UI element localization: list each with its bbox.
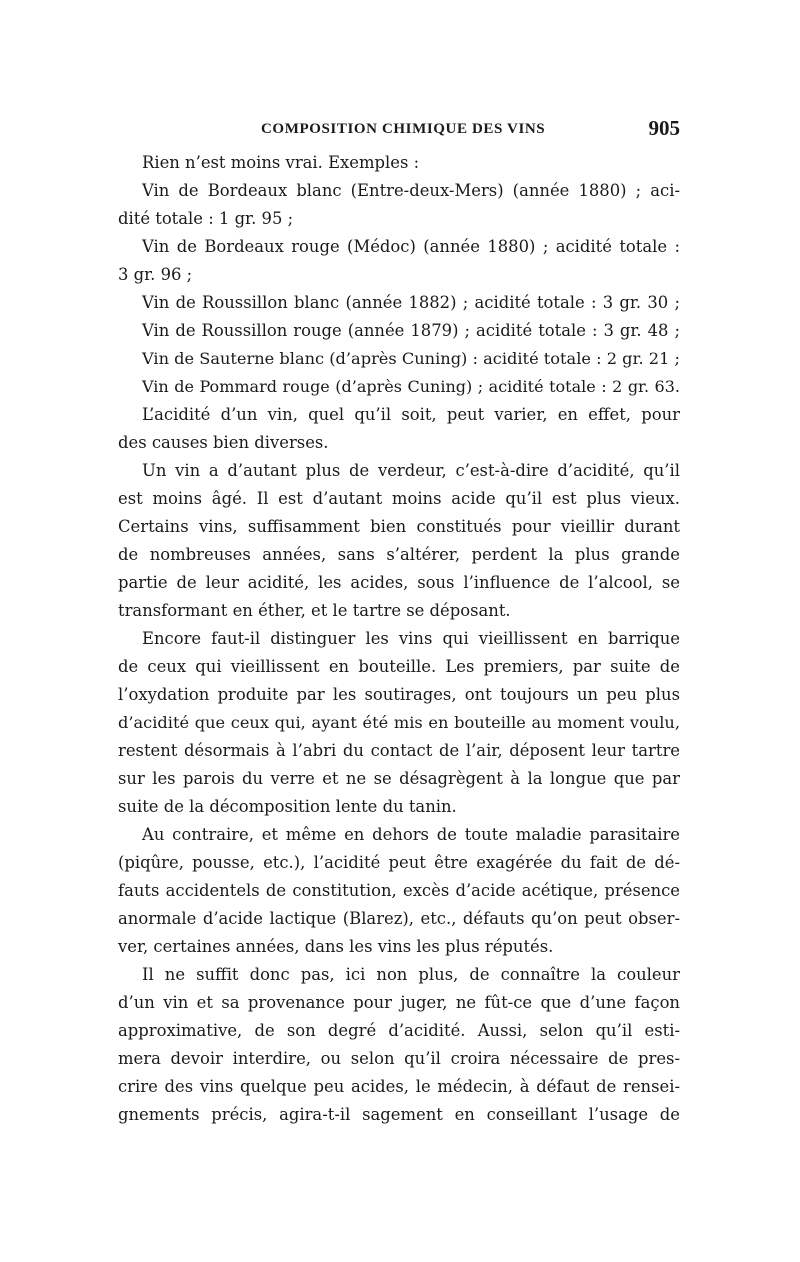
- text-line: 3 gr. 96 ;: [118, 265, 193, 284]
- text-line: Vin de Roussillon blanc (année 1882) ; acidité totale : 3 gr. 30 ;: [142, 293, 680, 312]
- text-line: de ceux qui vieillissent en bouteille. Les premiers, par suite de: [118, 657, 680, 676]
- text-line: Il ne suffit donc pas, ici non plus, de connaître la couleur: [142, 965, 680, 984]
- text-line: dité totale : 1 gr. 95 ;: [118, 209, 294, 228]
- text-line: d’acidité que ceux qui, ayant été mis en bouteille au moment voulu,: [118, 713, 680, 732]
- running-head: [118, 117, 680, 141]
- text-line: Un vin a d’autant plus de verdeur, c’est-à-dire d’acidité, qu’il: [142, 461, 680, 480]
- text-line: mera devoir interdire, ou selon qu’il croira nécessaire de pres-: [118, 1049, 680, 1068]
- text-line: approximative, de son degré d’acidité. Aussi, selon qu’il esti-: [118, 1021, 680, 1040]
- text-line: de nombreuses années, sans s’altérer, perdent la plus grande: [118, 545, 680, 564]
- text-line: d’un vin et sa provenance pour juger, ne fût-ce que d’une façon: [118, 993, 680, 1012]
- text-line: partie de leur acidité, les acides, sous l’influence de l’alcool, se: [118, 573, 680, 592]
- text-line: Vin de Roussillon rouge (année 1879) ; acidité totale : 3 gr. 48 ;: [142, 321, 680, 340]
- text-line: suite de la décomposition lente du tanin.: [118, 797, 457, 816]
- text-line: sur les parois du verre et ne se désagrègent à la longue que par: [118, 769, 680, 788]
- text-line: Vin de Sauterne blanc (d’après Cuning) : acidité totale : 2 gr. 21 ;: [142, 349, 680, 368]
- text-line: ver, certaines années, dans les vins les plus réputés.: [118, 937, 554, 956]
- text-line: Encore faut-il distinguer les vins qui vieillissent en barrique: [142, 629, 680, 648]
- text-line: Au contraire, et même en dehors de toute maladie parasitaire: [142, 825, 680, 844]
- text-line: l’oxydation produite par les soutirages, ont toujours un peu plus: [118, 685, 680, 704]
- text-line: transformant en éther, et le tartre se déposant.: [118, 601, 511, 620]
- text-line: crire des vins quelque peu acides, le médecin, à défaut de rensei-: [118, 1077, 680, 1096]
- running-title: COMPOSITION CHIMIQUE DES VINS: [261, 121, 546, 137]
- text-line: est moins âgé. Il est d’autant moins acide qu’il est plus vieux.: [118, 489, 680, 508]
- text-line: fauts accidentels de constitution, excès d’acide acétique, présence: [118, 881, 680, 900]
- text-line: gnements précis, agira-t-il sagement en conseillant l’usage de: [118, 1105, 680, 1124]
- text-line: des causes bien diverses.: [118, 433, 329, 452]
- text-line: Vin de Bordeaux blanc (Entre-deux-Mers) (année 1880) ; aci-: [142, 181, 680, 200]
- page-number: 905: [648, 116, 680, 140]
- text-line: Certains vins, suffisamment bien constitués pour vieillir durant: [118, 517, 680, 536]
- text-line: L’acidité d’un vin, quel qu’il soit, peut varier, en effet, pour: [142, 405, 680, 424]
- text-line: (piqûre, pousse, etc.), l’acidité peut être exagérée du fait de dé-: [118, 853, 680, 872]
- text-line: anormale d’acide lactique (Blarez), etc., défauts qu’on peut obser-: [118, 909, 680, 928]
- text-line: restent désormais à l’abri du contact de l’air, déposent leur tartre: [118, 741, 680, 760]
- text-line: Vin de Bordeaux rouge (Médoc) (année 1880) ; acidité totale :: [142, 237, 680, 256]
- text-line: Rien n’est moins vrai. Exemples :: [142, 153, 420, 172]
- text-line: Vin de Pommard rouge (d’après Cuning) ; acidité totale : 2 gr. 63.: [142, 377, 680, 396]
